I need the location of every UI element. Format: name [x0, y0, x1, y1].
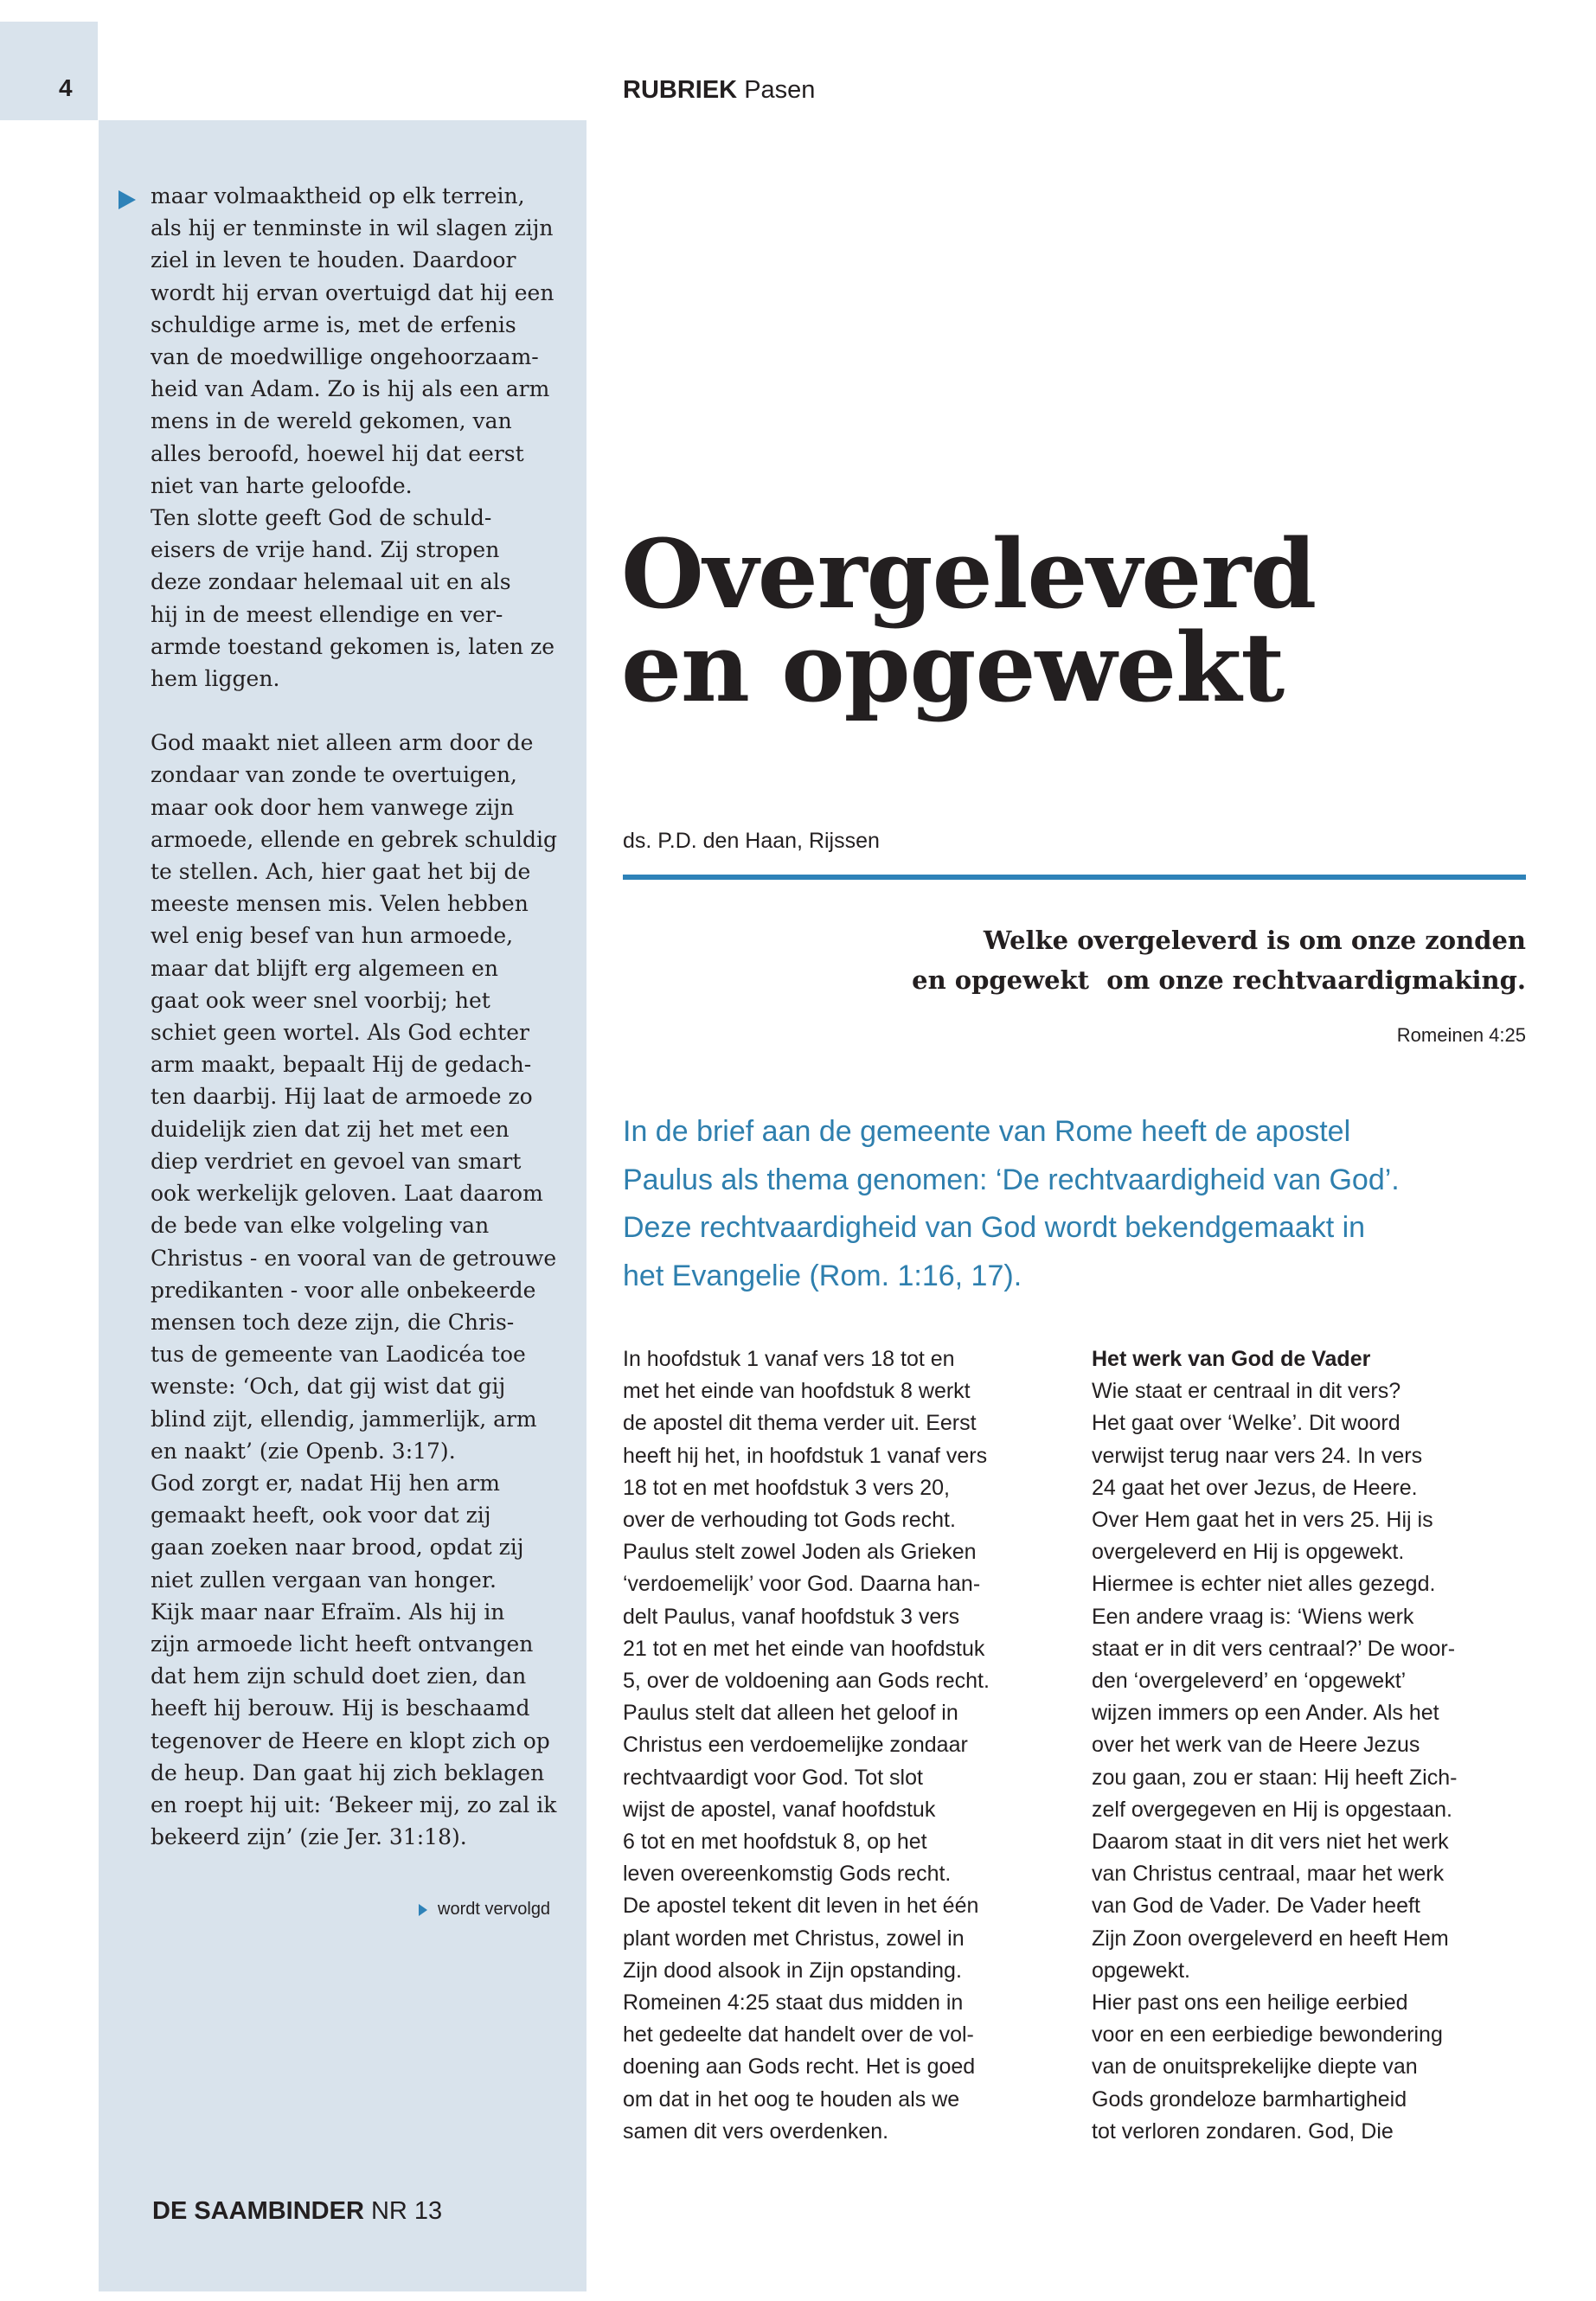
sidebar-line: de heup. Dan gaat hij zich beklagen	[151, 1759, 545, 1785]
sidebar-line: niet zullen vergaan van honger.	[151, 1567, 497, 1593]
body-line: Romeinen 4:25 staat dus midden in	[623, 1990, 964, 2016]
sidebar-line: gaat ook weer snel voorbij; het	[151, 987, 490, 1013]
sidebar-line: dat hem zijn schuld doet zien, dan	[151, 1663, 527, 1689]
sidebar-line: alles beroofd, hoewel hij dat eerst	[151, 440, 524, 466]
sidebar-line: hem liggen.	[151, 666, 280, 692]
body-line: voor en een eerbiedige bewondering	[1092, 2022, 1443, 2048]
sidebar-line: mens in de wereld gekomen, van	[151, 408, 512, 434]
to-be-continued	[419, 1900, 550, 1920]
sidebar-line: God zorgt er, nadat Hij hen arm	[151, 1470, 500, 1496]
sidebar-line: ten daarbij. Hij laat de armoede zo	[151, 1084, 533, 1110]
sidebar-text	[151, 180, 583, 1853]
bible-quote	[623, 920, 1526, 1000]
body-line: wijst de apostel, vanaf hoofdstuk	[623, 1797, 936, 1822]
body-line: met het einde van hoofdstuk 8 werkt	[623, 1379, 971, 1404]
title-divider	[623, 875, 1526, 880]
sidebar-line: meeste mensen mis. Velen hebben	[151, 891, 529, 917]
sidebar-line: blind zijt, ellendig, jammerlijk, arm	[151, 1406, 537, 1432]
body-line: den ‘overgeleverd’ en ‘opgewekt’	[1092, 1669, 1407, 1694]
sidebar-line: niet van harte geloofde.	[151, 472, 413, 498]
title-line: en opgewekt	[621, 612, 1285, 723]
sidebar-line: duidelijk zien dat zij het met een	[151, 1116, 510, 1142]
continued-label: wordt vervolgd	[438, 1900, 551, 1919]
sidebar-line: maar ook door hem vanwege zijn	[151, 794, 515, 820]
sidebar-line: en naakt’ (zie Openb. 3:17).	[151, 1438, 456, 1464]
sidebar-line: mensen toch deze zijn, die Chris-	[151, 1309, 515, 1335]
quote-reference: Romeinen 4:25	[1396, 1024, 1526, 1046]
quote-line: en opgewekt om onze rechtvaardigmaking.	[912, 965, 1526, 995]
body-line: overgeleverd en Hij is opgewekt.	[1092, 1540, 1405, 1565]
continue-arrow-icon	[119, 190, 136, 209]
body-line: leven overeenkomstig Gods recht.	[623, 1862, 952, 1887]
intro-line: Paulus als thema genomen: ‘De rechtvaardigheid van God’.	[623, 1163, 1400, 1196]
body-column-right	[1092, 1343, 1559, 2148]
body-line: heeft hij het, in hoofdstuk 1 vanaf vers	[623, 1443, 988, 1468]
sidebar-line: gaan zoeken naar brood, opdat zij	[151, 1535, 524, 1561]
body-line: 21 tot en met het einde van hoofdstuk	[623, 1636, 985, 1661]
body-line: staat er in dit vers centraal?’ De woor-	[1092, 1636, 1456, 1661]
body-line: over de verhouding tot Gods recht.	[623, 1508, 956, 1533]
body-line: 24 gaat het over Jezus, de Heere.	[1092, 1475, 1418, 1500]
sidebar-line: Ten slotte geeft God de schuld-	[151, 505, 492, 531]
body-line: Hiermee is echter niet alles gezegd.	[1092, 1572, 1436, 1597]
title-line: Overgeleverd	[621, 518, 1317, 630]
sidebar-line: wenste: ‘Och, dat gij wist dat gij	[151, 1374, 506, 1400]
quote-line: Welke overgeleverd is om onze zonden	[983, 926, 1526, 955]
sidebar-line: God maakt niet alleen arm door de	[151, 730, 534, 756]
article-title	[621, 518, 1529, 723]
body-line: om dat in het oog te houden als we	[623, 2086, 960, 2112]
sidebar-line: tegenover de Heere en klopt zich op	[151, 1727, 550, 1753]
sidebar-line: heid van Adam. Zo is hij als een arm	[151, 376, 550, 402]
issue-number: NR 13	[370, 2197, 443, 2225]
sidebar-line: te stellen. Ach, hier gaat het bij de	[151, 859, 531, 885]
sidebar-line: maar dat blijft erg algemeen en	[151, 955, 498, 981]
sidebar-line: hij in de meest ellendige en ver-	[151, 601, 503, 627]
body-line: over het werk van de Heere Jezus	[1092, 1733, 1420, 1758]
sidebar-line: zondaar van zonde te overtuigen,	[151, 762, 517, 788]
subheading: Het werk van God de Vader	[1092, 1347, 1371, 1371]
sidebar-line: ook werkelijk geloven. Laat daarom	[151, 1181, 543, 1207]
page-number-box	[0, 22, 98, 120]
sidebar-line: zijn armoede licht heeft ontvangen	[151, 1631, 534, 1657]
body-line: wijzen immers op een Ander. Als het	[1092, 1701, 1439, 1726]
body-line: van God de Vader. De Vader heeft	[1092, 1894, 1420, 1919]
intro-line: het Evangelie (Rom. 1:16, 17).	[623, 1259, 1022, 1292]
body-column-left	[623, 1343, 1090, 2148]
sidebar-line: heeft hij berouw. Hij is beschaamd	[151, 1695, 530, 1721]
sidebar-line: Christus - en vooral van de getrouwe	[151, 1245, 557, 1271]
section-topic: Pasen	[744, 76, 816, 104]
sidebar-line: schiet geen wortel. Als God echter	[151, 1020, 529, 1046]
body-line: ‘verdoemelijk’ voor God. Daarna han-	[623, 1572, 981, 1597]
sidebar-line: en roept hij uit: ‘Bekeer mij, zo zal ik	[151, 1791, 557, 1817]
sidebar-line: van de moedwillige ongehoorzaam-	[151, 344, 539, 370]
magazine-name: DE SAAMBINDER	[152, 2197, 364, 2225]
sidebar-line: schuldige arme is, met de erfenis	[151, 311, 516, 337]
body-line: Zijn dood alsook in Zijn opstanding.	[623, 1958, 962, 1983]
continued-arrow-icon	[419, 1904, 427, 1916]
sidebar-line: arm maakt, bepaalt Hij de gedach-	[151, 1052, 532, 1078]
sidebar-line: als hij er tenminste in wil slagen zijn	[151, 215, 554, 241]
body-line: Zijn Zoon overgeleverd en heeft Hem	[1092, 1926, 1449, 1951]
body-line: doening aan Gods recht. Het is goed	[623, 2054, 976, 2080]
sidebar-line: wordt hij ervan overtuigd dat hij een	[151, 279, 554, 305]
article-intro	[623, 1108, 1540, 1300]
body-line: rechtvaardigt voor God. Tot slot	[623, 1765, 923, 1790]
body-line: 6 tot en met hoofdstuk 8, op het	[623, 1830, 927, 1855]
body-line: Over Hem gaat het in vers 25. Hij is	[1092, 1508, 1433, 1533]
sidebar-line: de bede van elke volgeling van	[151, 1213, 490, 1239]
sidebar-line: Kijk maar naar Efraïm. Als hij in	[151, 1599, 505, 1625]
body-line: opgewekt.	[1092, 1958, 1190, 1983]
body-line: 5, over de voldoening aan Gods recht.	[623, 1669, 990, 1694]
sidebar-line: maar volmaaktheid op elk terrein,	[151, 183, 525, 208]
sidebar-line: wel enig besef van hun armoede,	[151, 923, 514, 949]
body-line: het gedeelte dat handelt over de vol-	[623, 2022, 974, 2048]
paragraph-gap	[151, 695, 583, 727]
body-line: de apostel dit thema verder uit. Eerst	[623, 1411, 977, 1436]
sidebar-line: gemaakt heeft, ook voor dat zij	[151, 1503, 491, 1529]
body-line: 18 tot en met hoofdstuk 3 vers 20,	[623, 1475, 951, 1500]
body-line: samen dit vers overdenken.	[623, 2118, 889, 2144]
body-line: Daarom staat in dit vers niet het werk	[1092, 1830, 1449, 1855]
section-label: RUBRIEK	[623, 76, 738, 104]
sidebar-line: deze zondaar helemaal uit en als	[151, 569, 511, 595]
body-line: Hier past ons een heilige eerbied	[1092, 1990, 1408, 2016]
body-line: tot verloren zondaren. God, Die	[1092, 2118, 1394, 2144]
body-line: In hoofdstuk 1 vanaf vers 18 tot en	[623, 1347, 955, 1371]
body-line: Het gaat over ‘Welke’. Dit woord	[1092, 1411, 1401, 1436]
sidebar-line: tus de gemeente van Laodicéa toe	[151, 1342, 526, 1368]
body-line: Wie staat er centraal in dit vers?	[1092, 1379, 1401, 1404]
body-line: Gods grondeloze barmhartigheid	[1092, 2086, 1407, 2112]
sidebar-line: armoede, ellende en gebrek schuldig	[151, 826, 558, 852]
body-line: De apostel tekent dit leven in het één	[623, 1894, 979, 1919]
body-line: van Christus centraal, maar het werk	[1092, 1862, 1445, 1887]
body-line: plant worden met Christus, zowel in	[623, 1926, 965, 1951]
body-line: Een andere vraag is: ‘Wiens werk	[1092, 1604, 1414, 1629]
body-line: zelf overgegeven en Hij is opgestaan.	[1092, 1797, 1452, 1822]
sidebar-line: predikanten - voor alle onbekeerde	[151, 1277, 536, 1303]
magazine-footer	[152, 2197, 442, 2226]
body-line: verwijst terug naar vers 24. In vers	[1092, 1443, 1423, 1468]
body-line: zou gaan, zou er staan: Hij heeft Zich-	[1092, 1765, 1458, 1790]
section-header	[623, 76, 815, 105]
sidebar-line: bekeerd zijn’ (zie Jer. 31:18).	[151, 1824, 467, 1850]
body-line: Christus een verdoemelijke zondaar	[623, 1733, 968, 1758]
body-line: van de onuitsprekelijke diepte van	[1092, 2054, 1418, 2080]
sidebar-line: armde toestand gekomen is, laten ze	[151, 633, 555, 659]
sidebar-line: ziel in leven te houden. Daardoor	[151, 247, 516, 273]
sidebar-line: eisers de vrije hand. Zij stropen	[151, 537, 500, 563]
article-author: ds. P.D. den Haan, Rijssen	[623, 829, 880, 853]
body-line: Paulus stelt dat alleen het geloof in	[623, 1701, 958, 1726]
intro-line: Deze rechtvaardigheid van God wordt bekendgemaakt in	[623, 1211, 1366, 1244]
page-number: 4	[59, 74, 73, 101]
intro-line: In de brief aan de gemeente van Rome heeft de apostel	[623, 1115, 1351, 1148]
body-line: Paulus stelt zowel Joden als Grieken	[623, 1540, 977, 1565]
body-line: delt Paulus, vanaf hoofdstuk 3 vers	[623, 1604, 960, 1629]
sidebar-line: diep verdriet en gevoel van smart	[151, 1148, 522, 1174]
